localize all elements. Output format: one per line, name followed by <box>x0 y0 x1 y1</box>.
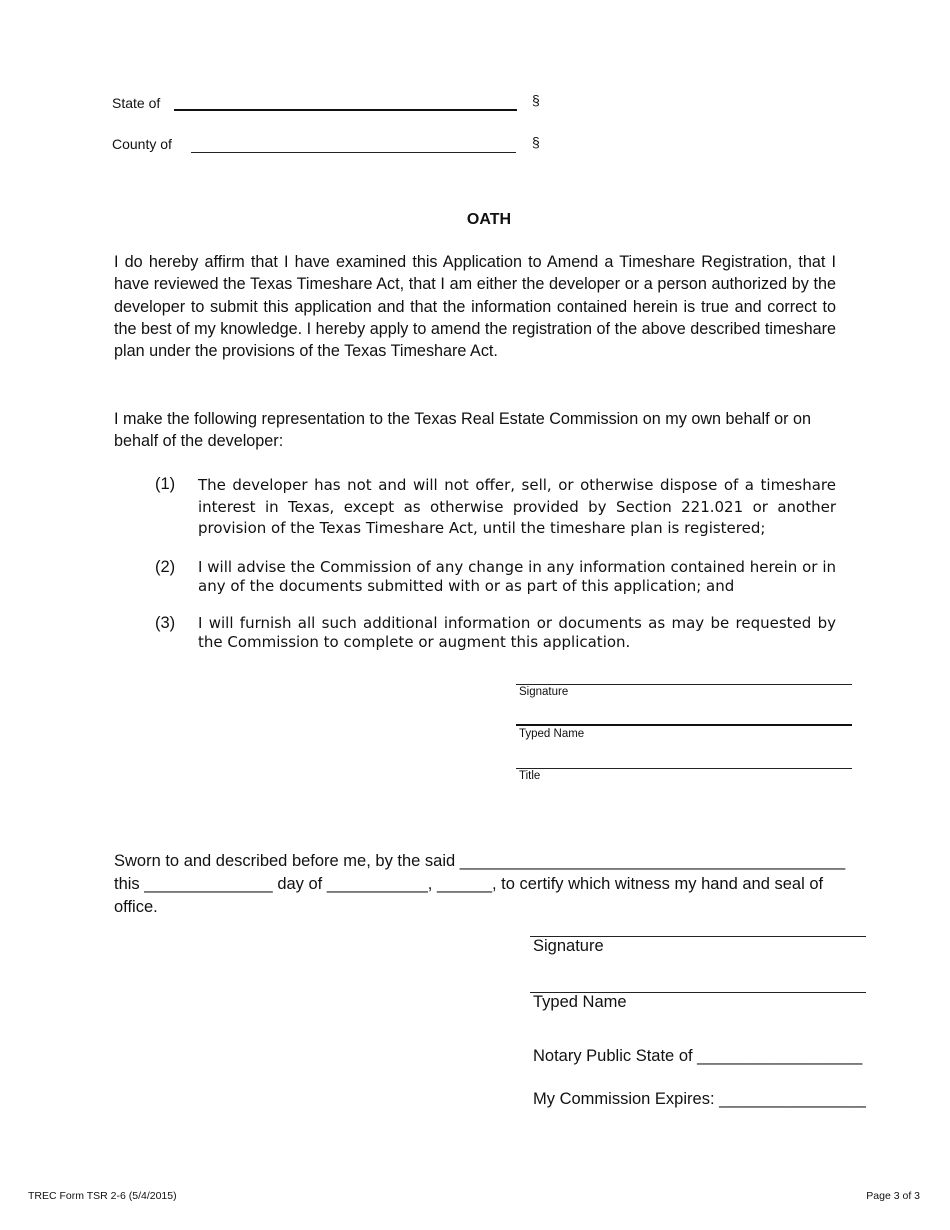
signer-signature-label: Signature <box>519 686 569 698</box>
item-number-3: (3) <box>155 614 176 632</box>
oath-paragraph-2: I make the following representation to the Texas Real Estate Commission on my own behalf or on behalf of the developer: <box>114 410 812 451</box>
signer-title-label: Title <box>519 770 541 782</box>
footer-form-id: TREC Form TSR 2-6 (5/4/2015) <box>28 1190 177 1202</box>
item-text-2: I will advise the Commission of any change in any information contained herein or in any of the documents submitted with or as part of this application; and <box>198 558 836 595</box>
section-symbol-county: § <box>532 134 540 150</box>
jurat-line-2: this ______________ day of ___________, ______, to certify which witness my hand and seal of <box>114 875 824 893</box>
item-number-1: (1) <box>155 475 176 493</box>
oath-title: OATH <box>466 211 512 228</box>
notary-signature-label: Signature <box>533 937 604 955</box>
jurat-line-1: Sworn to and described before me, by the said __________________________________________ <box>114 852 846 870</box>
section-symbol-state: § <box>532 92 540 108</box>
notary-typed-name-label: Typed Name <box>533 993 627 1011</box>
footer-page-number: Page 3 of 3 <box>866 1190 920 1202</box>
notary-expires-line: My Commission Expires: ________________ <box>533 1090 866 1108</box>
state-field-line[interactable] <box>174 109 517 111</box>
oath-paragraph-1: I do hereby affirm that I have examined this Application to Amend a Timeshare Registration, that I have reviewed the Texas Timeshare Act, that I am either the developer or a person authorized by the developer to submit this application and that the information contained herein is true and correct to the best of my knowledge. I hereby apply to amend the registration of the above described timeshare plan under the provisions of the Texas Timeshare Act. <box>114 253 836 361</box>
signer-title-line[interactable] <box>516 768 852 769</box>
state-label: State of <box>112 95 161 111</box>
item-number-2: (2) <box>155 558 176 576</box>
item-text-3: I will furnish all such additional information or documents as may be requested by the Commission to complete or augment this application. <box>198 614 836 651</box>
item-text-1: The developer has not and will not offer, sell, or otherwise dispose of a timeshare interest in Texas, except as otherwise provided by Section 221.021 or another provision of the Texas Timeshare Act, until the timeshare plan is registered; <box>198 476 836 537</box>
jurat-line-3: office. <box>114 898 158 916</box>
signer-signature-line[interactable] <box>516 684 852 685</box>
county-label: County of <box>112 136 172 152</box>
signer-typed-name-line[interactable] <box>516 724 852 726</box>
county-field-line[interactable] <box>191 152 516 153</box>
signer-typed-name-label: Typed Name <box>519 728 585 740</box>
notary-state-line: Notary Public State of __________________ <box>533 1047 863 1065</box>
